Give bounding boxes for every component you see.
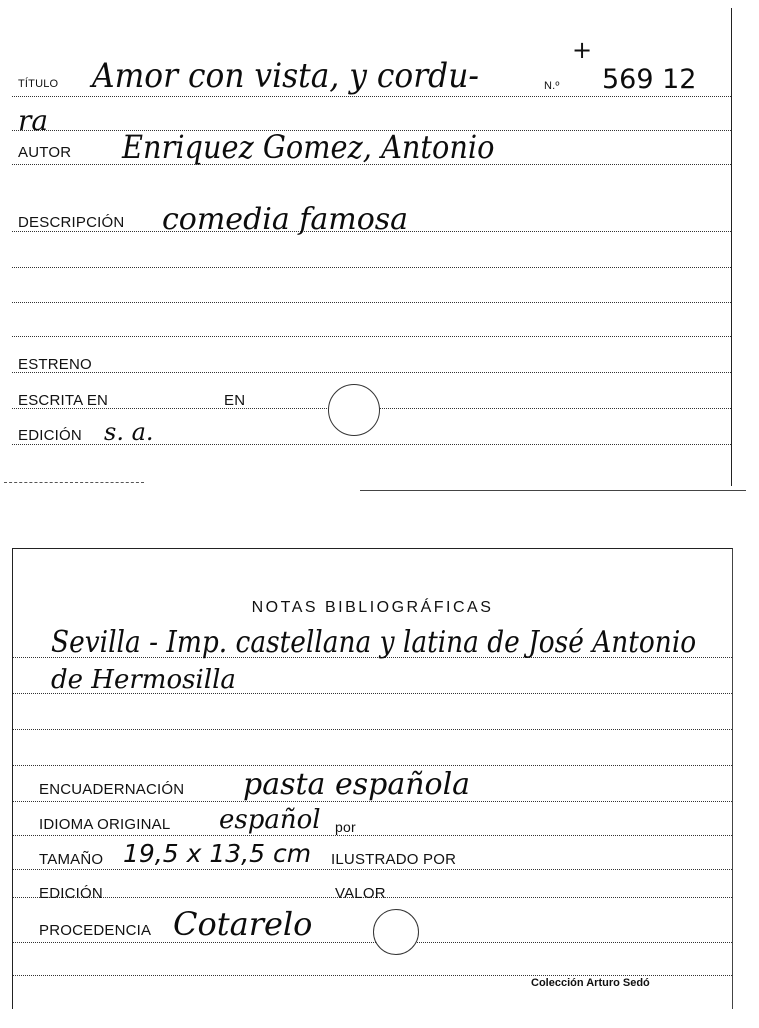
- catalog-card-bottom: [12, 548, 733, 1009]
- coleccion-footer: Colección Arturo Sedó: [531, 977, 650, 989]
- titulo-label: TÍTULO: [18, 78, 59, 90]
- edicion-value: s. a.: [104, 418, 154, 446]
- rule-line: [12, 302, 731, 303]
- en-label: EN: [224, 392, 246, 409]
- rule-line: [13, 729, 732, 730]
- descripcion-value: comedia famosa: [162, 202, 409, 237]
- rule-line: [13, 869, 732, 870]
- tamano-value: 19,5 x 13,5 cm: [123, 839, 312, 868]
- punch-hole: [373, 909, 419, 955]
- procedencia-value: Cotarelo: [173, 905, 313, 943]
- rule-line: [13, 942, 732, 943]
- procedencia-label: PROCEDENCIA: [39, 922, 152, 939]
- idioma-value: español: [219, 805, 321, 835]
- titulo-value: Amor con vista, y cordu-: [92, 56, 479, 96]
- punch-hole: [328, 384, 380, 436]
- autor-value: Enriquez Gomez, Antonio: [122, 128, 495, 166]
- numero-value: 569 12: [602, 64, 697, 95]
- catalog-card-top: [12, 8, 732, 486]
- idioma-label: IDIOMA ORIGINAL: [39, 816, 171, 833]
- encuadernacion-label: ENCUADERNACIÓN: [39, 781, 185, 798]
- numero-label: N.º: [544, 80, 560, 92]
- tamano-label: TAMAÑO: [39, 851, 104, 868]
- rule-line: [12, 336, 731, 337]
- ilustrado-label: ILUSTRADO POR: [331, 851, 457, 868]
- card-edge-line: [360, 490, 746, 491]
- encuadernacion-value: pasta española: [243, 767, 471, 802]
- notas-line-1: Sevilla - Imp. castellana y latina de José Antonio: [51, 625, 697, 660]
- rule-line: [13, 975, 732, 976]
- escrita-en-label: ESCRITA EN: [18, 392, 109, 409]
- edicion-label: EDICIÓN: [18, 427, 82, 444]
- estreno-label: ESTRENO: [18, 356, 92, 373]
- valor-label: VALOR: [335, 885, 386, 902]
- por-label: por: [335, 819, 356, 835]
- rule-line: [13, 835, 732, 836]
- edicion-label-bottom: EDICIÓN: [39, 885, 103, 902]
- descripcion-label: DESCRIPCIÓN: [18, 214, 125, 231]
- rule-line: [12, 96, 731, 97]
- notas-heading: NOTAS BIBLIOGRÁFICAS: [251, 599, 494, 616]
- rule-line: [12, 267, 731, 268]
- autor-label: AUTOR: [18, 144, 72, 161]
- rule-line: [13, 765, 732, 766]
- card-edge-line: [4, 482, 144, 483]
- plus-mark: +: [572, 36, 593, 64]
- titulo-continuation: ra: [18, 104, 49, 137]
- rule-line: [12, 372, 731, 373]
- notas-line-2: de Hermosilla: [51, 665, 236, 695]
